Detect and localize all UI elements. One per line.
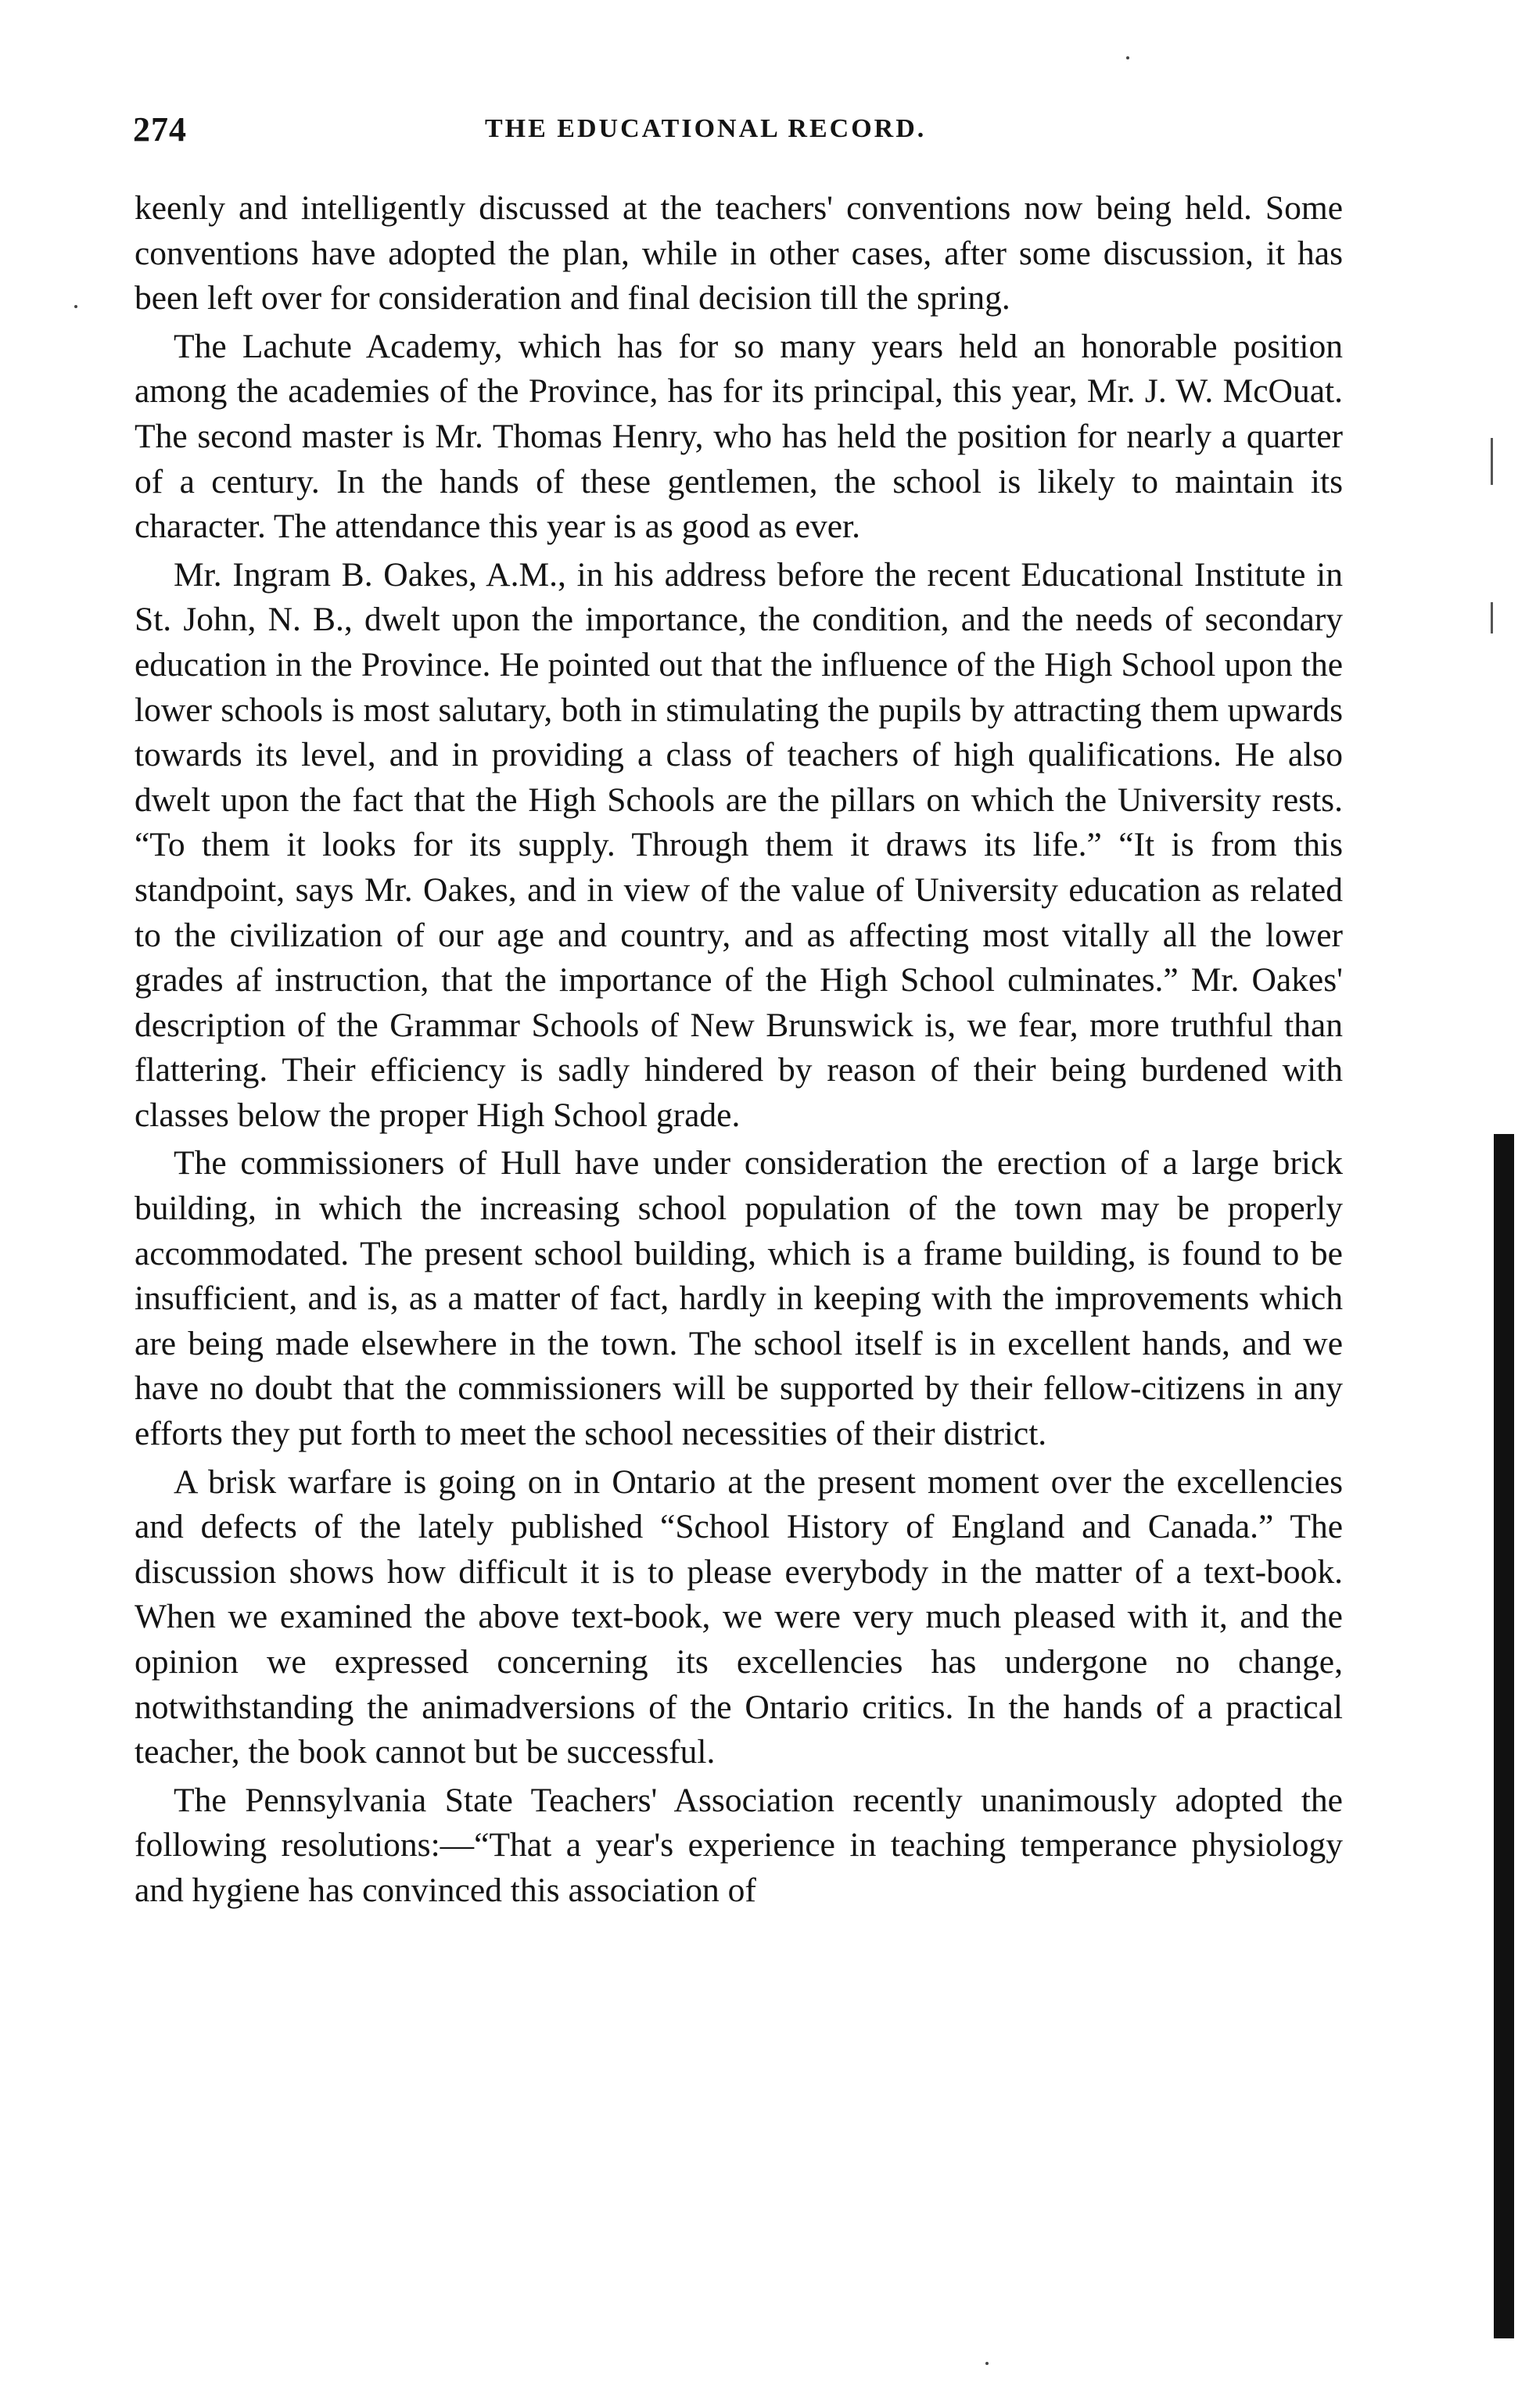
running-title: THE EDUCATIONAL RECORD. bbox=[485, 114, 927, 143]
paragraph-oakes-address: Mr. Ingram B. Oakes, A.M., in his address before the recent Educational Institute in St. John, N. B., dwelt upon the importance, the condition, and the needs of secondary education in the Province. He pointed out that the influence of the High School upon the lower schools is most salutary, both in stimulating the pupils by attracting them upwards towards its level, and in providing a class of teachers of high qualifications. He also dwelt upon the fact that the High Schools are the pillars on which the University rests. “To them it looks for its supply. Through them it draws its life.” “It is from this standpoint, says Mr. Oakes, and in view of the value of University education as related to the civilization of our age and country, and as affecting most vitally all the lower grades af instruction, that the importance of the High School culminates.” Mr. Oakes' description of the Grammar Schools of New Brunswick is, we fear, more truthful than flattering. Their efficiency is sadly hindered by reason of their being burdened with classes below the proper High School grade. bbox=[135, 555, 1343, 1134]
paragraph-pennsylvania-resolutions: The Pennsylvania State Teachers' Association recently unanimously adopted the following resolutions:—“That a year's experience in teaching temperance physiology and hygiene has convinced this association of bbox=[135, 1781, 1343, 1909]
scan-speck bbox=[1126, 56, 1129, 59]
scan-speck bbox=[74, 305, 77, 308]
scan-speck bbox=[985, 2362, 989, 2365]
article-body bbox=[135, 186, 1343, 1917]
scan-edge-tick bbox=[1491, 438, 1493, 485]
paragraph-lachute-academy: The Lachute Academy, which has for so many years held an honorable position among the academies of the Province, has for its principal, this year, Mr. J. W. McOuat. The second master is Mr. Thomas Henry, who has held the position for nearly a quarter of a century. In the hands of these gentlemen, the school is likely to maintain its character. The attendance this year is as good as ever. bbox=[135, 327, 1343, 546]
scan-edge-tick bbox=[1491, 602, 1493, 633]
page-number: 274 bbox=[133, 110, 187, 149]
page-header bbox=[133, 109, 1345, 156]
paragraph-ontario-history: A brisk warfare is going on in Ontario at the present moment over the excellencies and defects of the lately published “School History of England and Canada.” The discussion shows how difficult it is to please everybody in the matter of a text-book. When we examined the above text-book, we were very much pleased with it, and the opinion we expressed concerning its excellencies has undergone no change, notwithstanding the animadversions of the Ontario critics. In the hands of a practical teacher, the book cannot but be successful. bbox=[135, 1462, 1343, 1771]
paragraph-hull-commissioners: The commissioners of Hull have under consideration the erection of a large brick building, in which the increasing school population of the town may be properly accommodated. The present school building, which is a frame building, is found to be insufficient, and is, as a matter of fact, hardly in keeping with the improvements which are being made elsewhere in the town. The school itself is in excellent hands, and we have no doubt that the commissioners will be supported by their fellow-citizens in any efforts they put forth to meet the school necessities of their district. bbox=[135, 1144, 1343, 1453]
scan-edge-shadow bbox=[1494, 1134, 1514, 2338]
paragraph-continuation: keenly and intelligently discussed at the teachers' conventions now being held. Some conventions have adopted the plan, while in other cases, after some discussion, it has been left over for consideration and final decision till the spring. bbox=[135, 189, 1343, 318]
